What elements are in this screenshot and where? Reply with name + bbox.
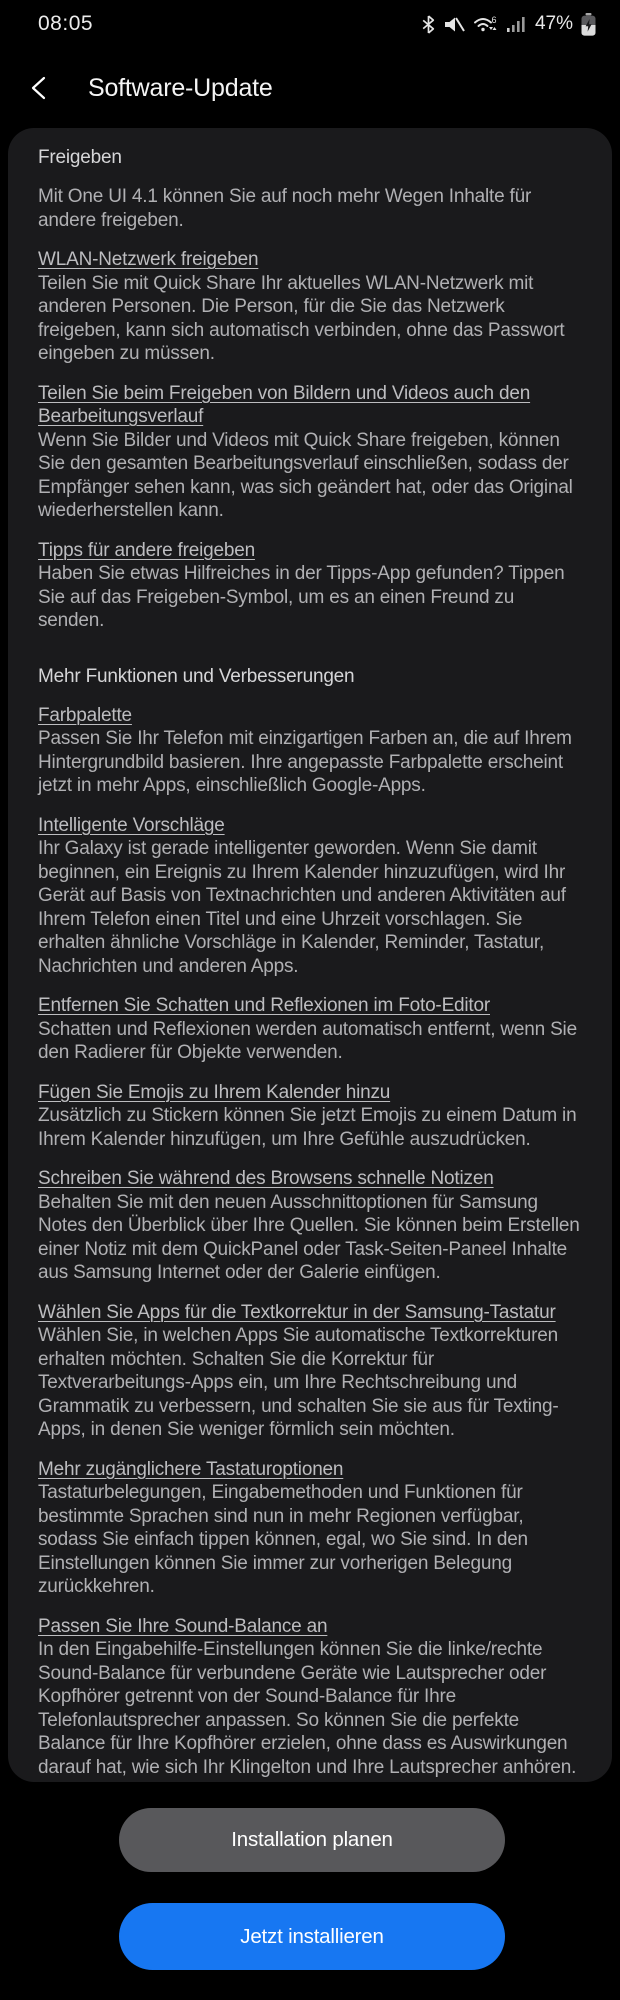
feature-description: Haben Sie etwas Hilfreiches in der Tipps-App gefunden? Tippen Sie auf das Freigeben-Symbol, um es an einen Freund zu senden. bbox=[38, 563, 565, 631]
app-bar bbox=[0, 52, 620, 124]
feature-title: Tipps für andere freigeben bbox=[38, 539, 255, 561]
feature-item bbox=[38, 248, 582, 366]
feature-description: Passen Sie Ihr Telefon mit einzigartigen Farben an, die auf Ihrem Hintergrundbild basieren. Ihre angepasste Farbpalette erscheint jetzt in mehr Apps, einschließlich Google-Apps. bbox=[38, 728, 572, 796]
feature-description: Ihr Galaxy ist gerade intelligenter geworden. Wenn Sie damit beginnen, ein Ereignis zu Ihrem Kalender hinzuzufügen, wird Ihr Gerät auf Basis von Textnachrichten und anderen Aktivitäten auf Ihrem Telefon einen Titel und eine Uhrzeit vorschlagen. Sie erhalten ähnliche Vorschläge in Kalender, Reminder, Tastatur, Nachrichten und anderen Apps. bbox=[38, 838, 566, 977]
feature-description: Behalten Sie mit den neuen Ausschnittoptionen für Samsung Notes den Überblick über Ihre Quellen. Sie können beim Erstellen einer Notiz mit dem QuickPanel oder Task-Seiten-Paneel Inhalte aus Samsung Internet oder der Galerie einfügen. bbox=[38, 1191, 580, 1283]
feature-item bbox=[38, 994, 582, 1065]
mute-icon bbox=[443, 15, 465, 34]
svg-text:6: 6 bbox=[491, 15, 497, 25]
feature-title: Teilen Sie beim Freigeben von Bildern und Videos auch den Bearbeitungsverlauf bbox=[38, 382, 531, 427]
intro-paragraph: Mit One UI 4.1 können Sie auf noch mehr Wegen Inhalte für andere freigeben. bbox=[38, 186, 532, 231]
feature-item bbox=[38, 1167, 582, 1285]
feature-description: Zusätzlich zu Stickern können Sie jetzt Emojis zu einem Datum in Ihrem Kalender hinzufügen, um Ihre Gefühle auszudrücken. bbox=[38, 1105, 577, 1150]
feature-title: Mehr zugänglichere Tastaturoptionen bbox=[38, 1458, 344, 1480]
feature-title: Entfernen Sie Schatten und Reflexionen im Foto-Editor bbox=[38, 995, 490, 1016]
page-title: Software-Update bbox=[88, 73, 273, 102]
feature-description: Wenn Sie Bilder und Videos mit Quick Share freigeben, können Sie den gesamten Bearbeitungsverlauf einschließen, sodass der Empfänger sehen kann, was sich geändert hat, oder das Original wiederherstellen kann. bbox=[38, 429, 573, 521]
feature-item bbox=[38, 382, 582, 523]
section-heading-freigeben: Freigeben bbox=[38, 147, 122, 168]
bluetooth-icon bbox=[422, 15, 435, 34]
chevron-left-icon bbox=[28, 75, 52, 101]
feature-description: Wählen Sie, in welchen Apps Sie automatische Textkorrekturen erhalten möchten. Schalten Sie die Korrektur für Textverarbeitungs-Apps ein, um Ihre Rechtschreibung und Grammatik zu verbessern, und schalten Sie sie aus für Texting-Apps, in denen Sie weniger förmlich sein möchten. bbox=[38, 1325, 559, 1440]
wifi6-icon bbox=[473, 14, 499, 34]
install-now-button[interactable]: Jetzt installieren bbox=[119, 1903, 505, 1970]
feature-item bbox=[38, 1081, 582, 1152]
feature-title: Schreiben Sie während des Browsens schnelle Notizen bbox=[38, 1168, 494, 1189]
feature-item bbox=[38, 1458, 582, 1599]
back-button[interactable] bbox=[28, 66, 72, 110]
status-icons bbox=[422, 13, 596, 36]
battery-charging-icon bbox=[581, 13, 596, 36]
feature-item bbox=[38, 539, 582, 633]
feature-description: Tastaturbelegungen, Eingabemethoden und Funktionen für bestimmte Sprachen sind nun in mehr Regionen verfügbar, sodass Sie einfach tippen können, egal, wo Sie sind. In den Einstellungen können Sie immer zur vorherigen Belegung zurückkehren. bbox=[38, 1482, 528, 1597]
feature-description: Schatten und Reflexionen werden automatisch entfernt, wenn Sie den Radierer für Objekte verwenden. bbox=[38, 1018, 577, 1063]
section-heading-mehr-funktionen: Mehr Funktionen und Verbesserungen bbox=[38, 665, 355, 687]
feature-description: Teilen Sie mit Quick Share Ihr aktuelles WLAN-Netzwerk mit anderen Personen. Die Person, für die Sie das Netzwerk freigeben, kann sich automatisch verbinden, ohne das Passwort eingeben zu müssen. bbox=[38, 272, 565, 364]
feature-title: Fügen Sie Emojis zu Ihrem Kalender hinzu bbox=[38, 1081, 391, 1103]
feature-title: Passen Sie Ihre Sound-Balance an bbox=[38, 1615, 328, 1637]
update-notes-card[interactable] bbox=[8, 128, 612, 1782]
feature-title: Intelligente Vorschläge bbox=[38, 814, 225, 836]
feature-title: Farbpalette bbox=[38, 704, 132, 726]
status-bar bbox=[0, 0, 620, 48]
feature-item bbox=[38, 704, 582, 798]
feature-description: In den Eingabehilfe-Einstellungen können Sie die linke/rechte Sound-Balance für verbundene Geräte wie Lautsprecher oder Kopfhörer getrennt von der Sound-Balance für Ihre Telefonlautsprecher anpassen. So können Sie die perfekte Balance für Ihre Kopfhörer erzielen, ohne dass es Auswirkungen darauf hat, wie sich Ihr Klingelton und Ihre Lautsprecher anhören. bbox=[38, 1639, 577, 1778]
schedule-install-button[interactable]: Installation planen bbox=[119, 1808, 505, 1872]
battery-percent: 47% bbox=[534, 13, 573, 34]
feature-item bbox=[38, 1301, 582, 1442]
signal-icon bbox=[507, 15, 525, 33]
feature-item bbox=[38, 814, 582, 979]
clock: 08:05 bbox=[38, 12, 94, 35]
feature-item bbox=[38, 1615, 582, 1780]
feature-title: Wählen Sie Apps für die Textkorrektur in der Samsung-Tastatur bbox=[38, 1301, 556, 1323]
feature-title: WLAN-Netzwerk freigeben bbox=[38, 249, 259, 270]
